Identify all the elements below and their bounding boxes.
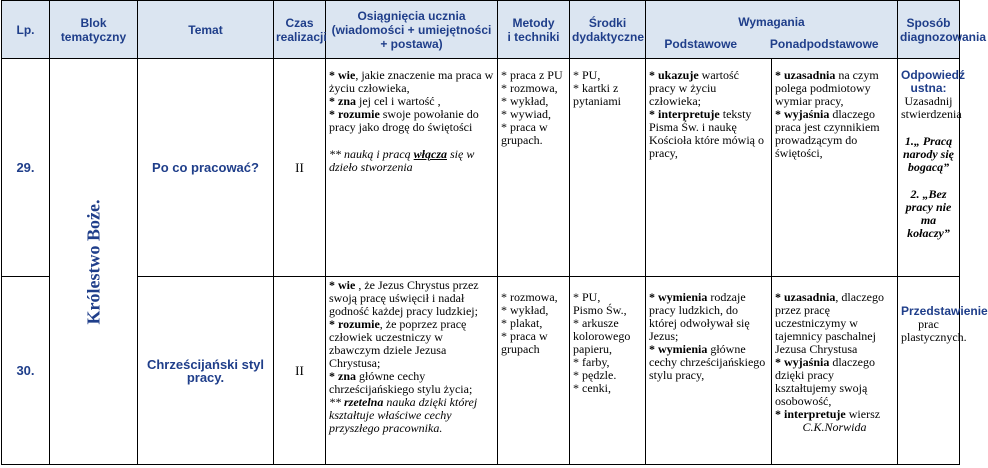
basic-requirements: * ukazuje wartość pracy w życiu człowieka; * interpretuje teksty Pisma Św. i naukę Kościoła które mówią o pracy, (646, 59, 772, 277)
topic: Chrześcijański styl pracy. (138, 277, 274, 465)
diagnosis: Przedstawienie prac plastycznych. (898, 277, 960, 465)
header-advanced: Ponadpodstawowe (769, 36, 879, 51)
header-topic: Temat (138, 1, 274, 59)
row-number: 30. (2, 277, 50, 465)
curriculum-table (1, 0, 988, 465)
header-block: Blok tematyczny (50, 1, 138, 59)
means: * PU, Pismo Św., * arkusze kolorowego papieru, * farby, * pędzle. * cenki, (570, 277, 646, 465)
means: * PU, * kartki z pytaniami (570, 59, 646, 277)
methods: * praca z PU * rozmowa, * wykład, * wywiad, * praca w grupach. (498, 59, 570, 277)
header-lp: Lp. (2, 1, 50, 59)
advanced-requirements: * uzasadnia, dlaczego przez pracę uczestniczymy w tajemnicy paschalnej Jezusa Chrystusa * wyjaśnia dlaczego dzięki pracy kształtujemy swoją osobowość, * interpretuje wiersz C.K.Norwida (772, 277, 898, 465)
block-name: Królestwo Boże. (83, 199, 103, 324)
topic: Po co pracować? (138, 59, 274, 277)
requirements-title: Wymagania (738, 14, 805, 29)
diagnosis: Odpowiedź ustna: Uzasadnij stwierdzenia 1.„ Pracą narody się bogacą” 2. „Bez pracy nie ma kołaczy” (898, 59, 960, 277)
header-methods: Metody i techniki (498, 1, 570, 59)
table-row (2, 59, 960, 277)
header-time: Czas realizacji (274, 1, 326, 59)
time: II (274, 277, 326, 465)
header-means: Środki dydaktyczne (570, 1, 646, 59)
block-cell (50, 59, 138, 465)
row-number: 29. (2, 59, 50, 277)
achievements: * wie, jakie znaczenie ma praca w życiu człowieka, * zna jej cel i wartość , * rozumie swoje powołanie do pracy jako drogę do świętości ** nauką i pracą włącza się w dzieło stworzenia (326, 59, 498, 277)
time: II (274, 59, 326, 277)
methods: * rozmowa, * wykład, * plakat, * praca w grupach (498, 277, 570, 465)
header-diagnosis: Sposób diagnozowania (898, 1, 960, 59)
header-row (2, 1, 960, 59)
header-basic: Podstawowe (664, 36, 738, 51)
achievements: * wie , że Jezus Chrystus przez swoją pracę uświęcił i nadał godność każdej pracy ludzkiej; * rozumie, że poprzez pracę człowiek uczestniczy w zbawczym dziele Jezusa Chrystusa; * zna główne cechy chrześcijańskiego stylu życia; ** rzetelna nauka dzięki której kształtuje właściwe cechy przyszłego pracownika. (326, 277, 498, 465)
header-achievements: Osiągnięcia ucznia (wiadomości + umiejętności + postawa) (326, 1, 498, 59)
table-row (2, 277, 960, 465)
advanced-requirements: * uzasadnia na czym polega podmiotowy wymiar pracy, * wyjaśnia dlaczego praca jest czynnikiem prowadzącym do świętości, (772, 59, 898, 277)
basic-requirements: * wymienia rodzaje pracy ludzkich, do której odwoływał się Jezus; * wymienia główne cechy chrześcijańskiego stylu pracy, (646, 277, 772, 465)
header-requirements (646, 1, 898, 59)
